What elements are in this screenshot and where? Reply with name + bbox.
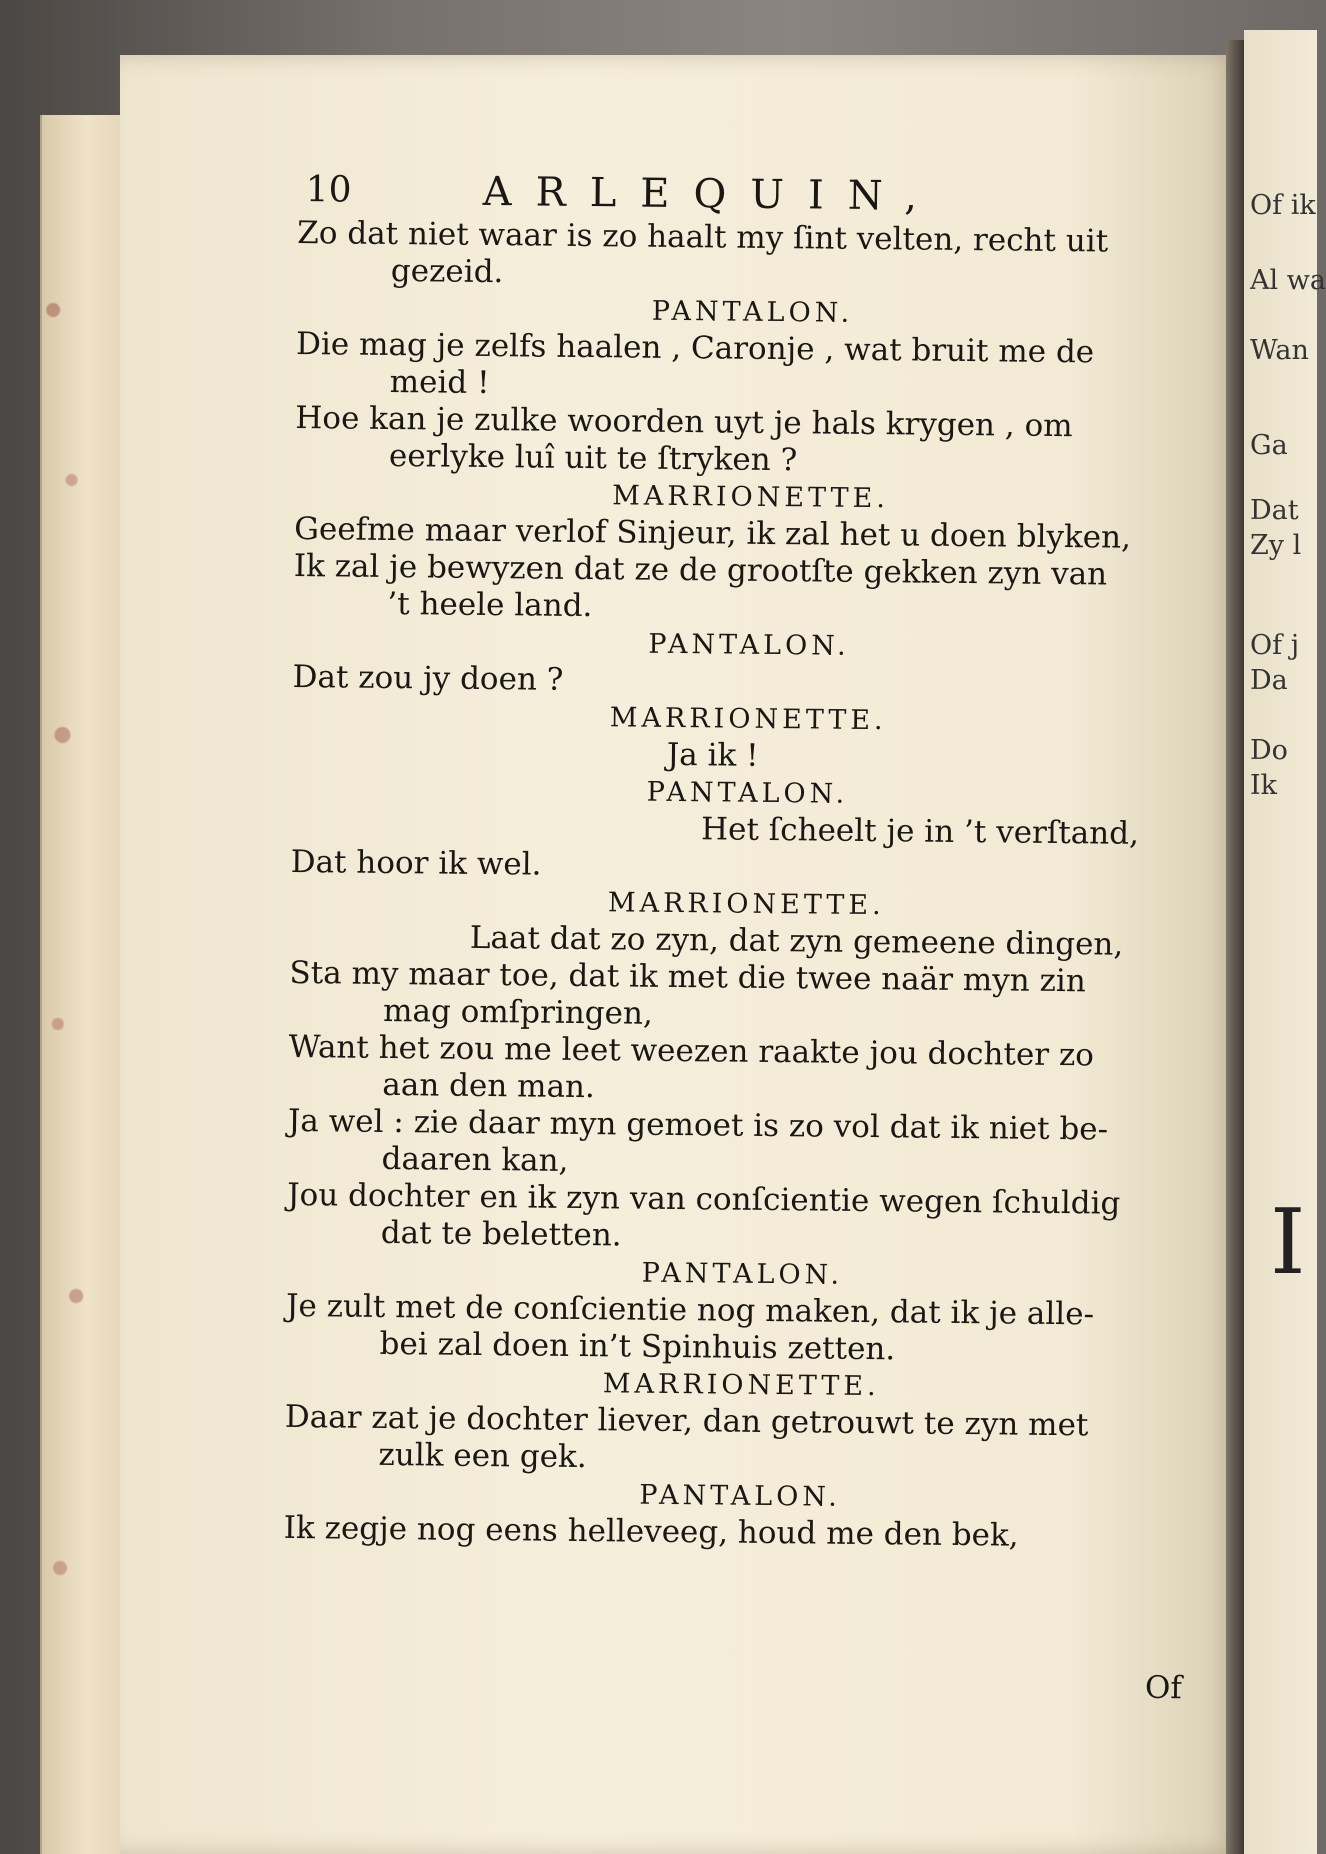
verse-line: Zo dat niet waar is zo haalt my ſint velten, recht uit xyxy=(297,214,1109,260)
verse-line: Jou dochter en ik zyn van conſcientie wegen ſchuldig xyxy=(287,1176,1121,1222)
speaker-name: MARRIONETTE. xyxy=(602,1368,880,1403)
facing-fragment: Of j xyxy=(1250,630,1300,661)
verse-line: Daar zat je dochter liever, dan getrouwt te zyn met xyxy=(284,1398,1089,1444)
verse-line: Ik zegje nog eens helleveeg, houd me den bek, xyxy=(283,1509,1019,1554)
speaker-name: MARRIONETTE. xyxy=(609,702,887,737)
facing-fragment: Da xyxy=(1250,665,1288,696)
verse-line: zulk een gek. xyxy=(378,1436,587,1476)
facing-fragment: Of ik xyxy=(1250,190,1316,221)
verse-line: Je zult met de conſcientie nog maken, dat ik je alle- xyxy=(285,1287,1095,1333)
verse-line: Want het zou me leet weezen raakte jou dochter zo xyxy=(288,1028,1095,1074)
foxing-stains xyxy=(44,140,90,1840)
facing-fragment: Al wa xyxy=(1250,265,1326,296)
verse-line: meid ! xyxy=(389,363,490,402)
verse-line: Ja ik ! xyxy=(666,736,759,774)
verse-line: daaren kan, xyxy=(381,1140,569,1179)
verse-line: Hoe kan je zulke woorden uyt je hals krygen , om xyxy=(295,399,1073,445)
verse-line: eerlyke luî uit te ſtryken ? xyxy=(388,437,798,479)
verse-line: Dat zou jy doen ? xyxy=(292,658,564,698)
speaker-name: MARRIONETTE. xyxy=(612,480,890,515)
running-head xyxy=(297,165,1209,225)
verse-line: aan den man. xyxy=(382,1066,596,1106)
verse-line: gezeid. xyxy=(390,252,504,291)
verse-line: ’t heele land. xyxy=(387,585,593,625)
facing-fragment: Wan xyxy=(1250,335,1309,366)
verse-line: Ja wel : zie daar myn gemoet is zo vol dat ik niet be- xyxy=(287,1102,1109,1148)
speaker-name: PANTALON. xyxy=(648,628,850,662)
speaker-name: PANTALON. xyxy=(641,1257,844,1291)
facing-fragment: Dat xyxy=(1250,495,1299,526)
facing-fragment: Do xyxy=(1250,735,1288,766)
facing-fragment: Ik xyxy=(1250,770,1278,801)
speaker-name: PANTALON. xyxy=(651,295,854,329)
verse-line: Sta my maar toe, dat ik met die twee naär myn zin xyxy=(289,954,1086,1000)
speaker-name: PANTALON. xyxy=(639,1479,841,1513)
verse-line: Dat hoor ik wel. xyxy=(290,843,542,883)
verse-line: Laat dat zo zyn, dat zyn gemeene dingen, xyxy=(469,919,1124,963)
running-title: ARLEQUIN, xyxy=(482,168,942,220)
verse-line: Ik zal je bewyzen dat ze de grootſte gekken zyn van xyxy=(293,547,1108,593)
facing-fragment: Ga xyxy=(1250,430,1288,461)
page-text xyxy=(284,165,1210,1556)
facing-fragment: Zy l xyxy=(1250,530,1302,561)
verse-line: dat te beletten. xyxy=(380,1214,622,1254)
text-lines xyxy=(284,215,1210,1556)
verse-line: mag omſpringen, xyxy=(382,992,653,1032)
verse-line: Die mag je zelfs haalen , Caronje , wat bruit me de xyxy=(295,325,1095,371)
facing-page xyxy=(1244,30,1326,1854)
verse-line: Geefme maar verlof Sinjeur, ik zal het u doen blyken, xyxy=(293,510,1132,556)
facing-initial: I xyxy=(1270,1190,1306,1295)
verse-line: Het ſcheelt je in ’t verſtand, xyxy=(700,811,1140,852)
verse-line: bei zal doen in’t Spinhuis zetten. xyxy=(379,1325,896,1368)
page-number: 10 xyxy=(305,169,352,211)
speaker-name: MARRIONETTE. xyxy=(607,887,885,922)
catchword: Of xyxy=(1144,1669,1183,1707)
speaker-name: PANTALON. xyxy=(646,776,849,810)
book-gutter xyxy=(1226,40,1244,1854)
